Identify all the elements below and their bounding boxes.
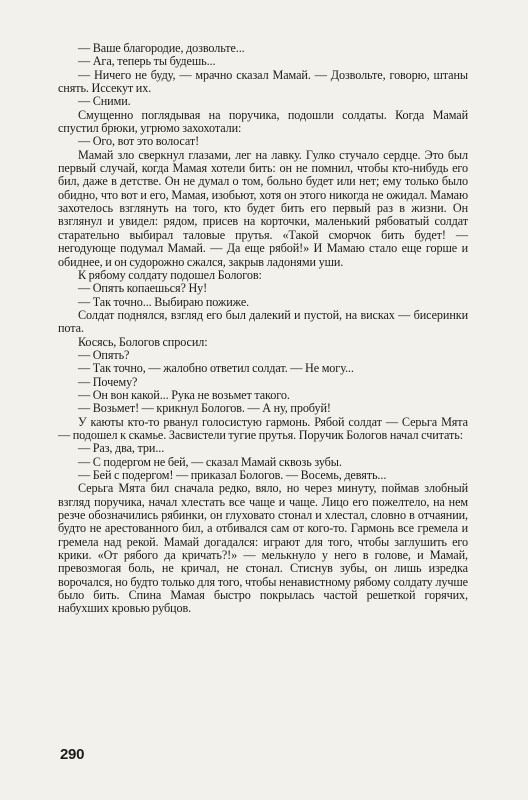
paragraph: — Так точно... Выбираю пожиже. [78, 294, 250, 309]
paragraph: — Бей с подергом! — приказал Бологов. — Восемь, девять... [78, 468, 387, 482]
paragraph: — Так точно, — жалобно ответил солдат. — Не могу... [78, 361, 354, 376]
paragraph: — Почему? [78, 374, 138, 389]
paragraph: Смущенно поглядывая на поручика, подошли солдаты. Когда Мамай спустил брюки, угрюмо захохотали: [58, 107, 468, 136]
paragraph: Серьга Мята бил сначала редко, вяло, но через минуту, поймав злобный взгляд поручика, начал хлестать все чаще и чаще. Лицо его пожелтело, на нем резче обозначились рябинки, он глуховато стонал и хлестал, словно в отчаянии, будто не арестованного бил, а отбивался сам от кого-то. Гармонь все гремела и гремела над рекой. Мамай догадался: играют для того, чтобы заглушить его крики. «От рябого да кричать?!» — мелькнуло у него в голове, и Мамай, превозмогая боль, не кричал, не стонал. Стиснув зубы, он лишь изредка ворочался, но будто только для того, чтобы ненавистному рябому солдату лучше было бить. Спина Мамая быстро покрылась частой решеткой горячих, набухших кровью рубцов. [58, 481, 468, 616]
paragraph: — Раз, два, три... [78, 441, 165, 456]
text-body [58, 42, 468, 616]
paragraph: — Ничего не буду, — мрачно сказал Мамай. — Дозвольте, говорю, штаны снять. Иссекут их. [58, 67, 468, 96]
paragraph: Мамай зло сверкнул глазами, лег на лавку. Гулко стучало сердце. Это был первый случай, когда Мамая хотели бить: он не помнил, чтобы кто-нибудь его бил, даже в детстве. Он не думал о том, больно будет или нет; ему только было обидно, что вот и его, Мамая, изобьют, хотя он этого никогда не ожидал. Мамаю захотелось взглянуть на того, кто будет бить его первый раз в жизни. Он взглянул и увидел: рядом, присев на корточки, маленький рябоватый солдат старательно выбирал таловые прутья. «Такой сморчок бить будет! — негодующе подумал Мамай. — Да еще рябой!» И Мамаю стало еще горше и обиднее, и он судорожно сжался, закрыв ладонями уши. [58, 147, 468, 269]
page-number: 290 [60, 746, 85, 763]
paragraph: Косясь, Бологов спросил: [78, 334, 208, 349]
paragraph: — С подергом не бей, — сказал Мамай сквозь зубы. [78, 454, 342, 469]
paragraph: — Он вон какой... Рука не возьмет такого. [78, 387, 290, 402]
paragraph: — Возьмет! — крикнул Бологов. — А ну, пробуй! [78, 401, 331, 416]
paragraph: — Опять? [78, 347, 130, 362]
paragraph: У каюты кто-то рванул голосистую гармонь. Рябой солдат — Серьга Мята — подошел к скамье. Засвистели тугие прутья. Поручик Бологов начал считать: [58, 414, 468, 442]
paragraph: — Опять копаешься? Ну! [78, 281, 208, 296]
paragraph: — Ваше благородие, дозвольте... [78, 41, 245, 55]
paragraph: Солдат поднялся, взгляд его был далекий и пустой, на висках — бисеринки пота. [58, 307, 468, 336]
paragraph: — Ого, вот это волосат! [78, 134, 200, 149]
paragraph: — Сними. [78, 94, 131, 109]
paragraph: К рябому солдату подошел Бологов: [78, 267, 262, 282]
paragraph: — Ага, теперь ты будешь... [78, 54, 216, 69]
